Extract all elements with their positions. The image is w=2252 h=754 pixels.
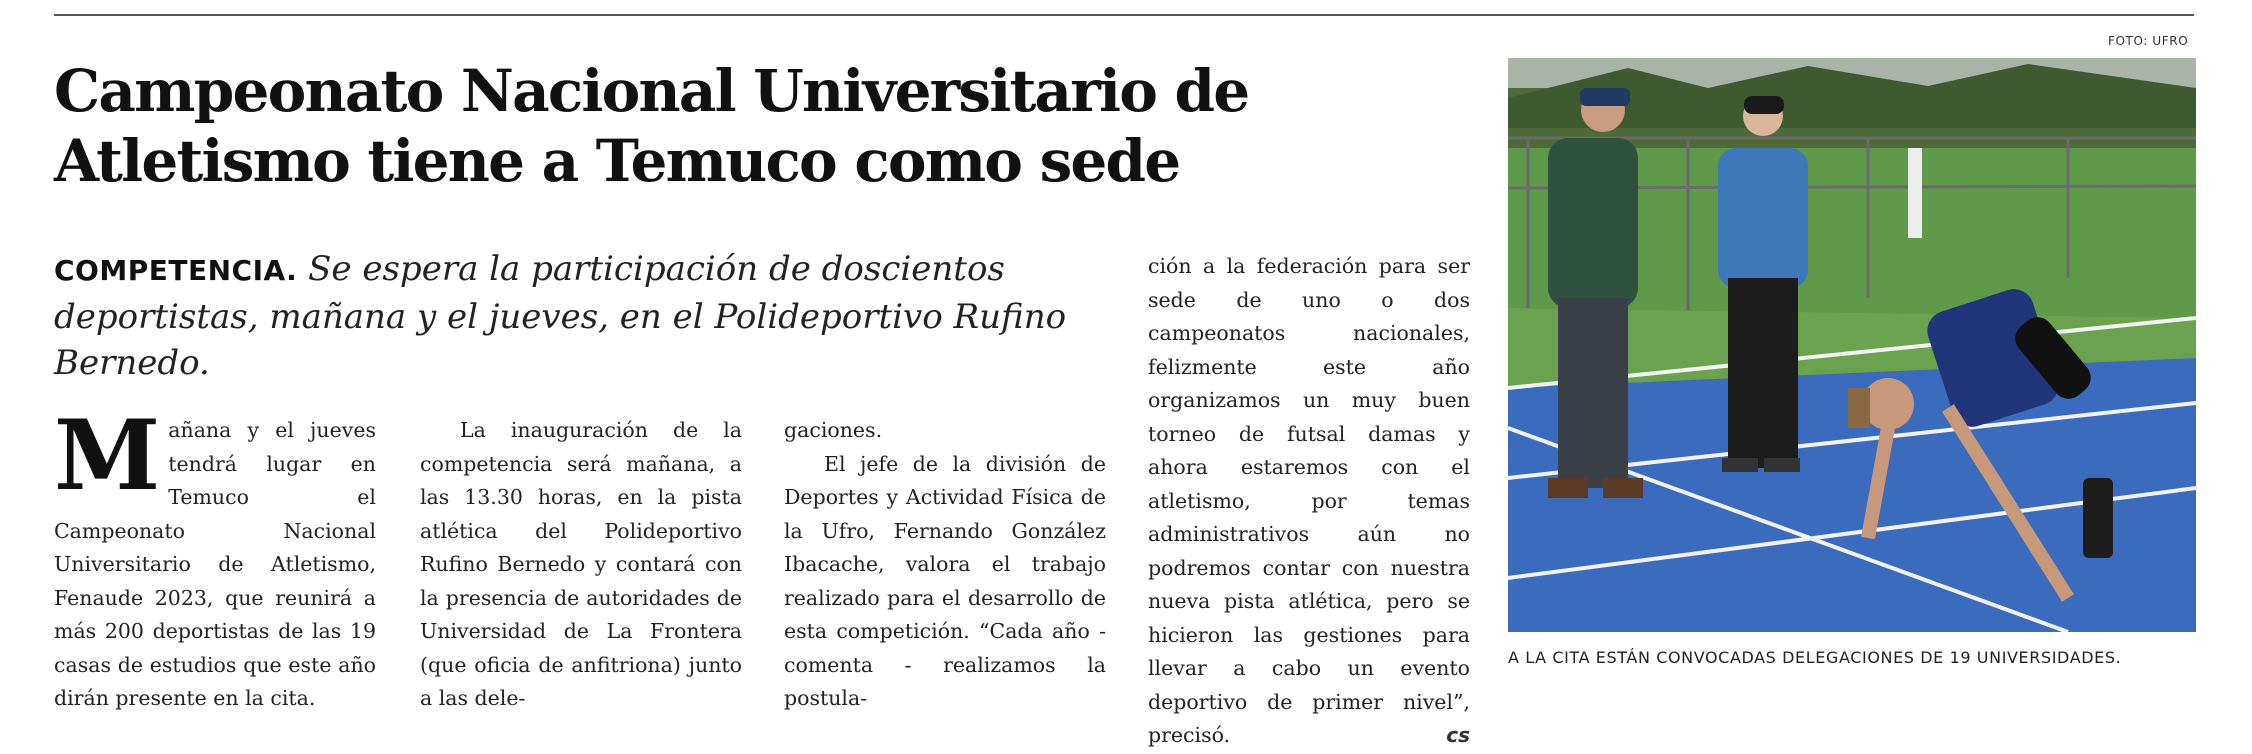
headline-line-1: Campeonato Nacional Universitario de	[54, 57, 1249, 125]
drop-cap: M	[54, 399, 161, 512]
body-column-4	[1148, 250, 1470, 753]
body-paragraph: añana y el jueves tendrá lugar en Temuco el Campeonato Nacional Universitario de Atletismo, Fenaude 2023, que reunirá a más 200 deportistas de las 19 casas de estudios que este año dirán presente en la cita.	[54, 418, 376, 710]
body-column-3	[784, 414, 1106, 716]
photo-credit: FOTO: UFRO	[2108, 34, 2189, 48]
headline-line-2: Atletismo tiene a Temuco como sede	[54, 127, 1180, 195]
deck: Se espera la participación de doscientos deportistas, mañana y el jueves, en el Polideportivo Rufino Bernedo.	[54, 249, 1067, 383]
body-paragraph: La inauguración de la competencia será mañana, a las 13.30 horas, en la pista atlética del Polideportivo Rufino Bernedo y contará con la presencia de autoridades de Universidad de La Frontera (que oficia de anfitriona) junto a las dele-	[420, 418, 742, 710]
body-column-2	[420, 414, 742, 716]
end-mark: cs	[1446, 723, 1470, 747]
body-text: ción a la federación para ser sede de uno o dos campeonatos nacionales, felizmente este año organizamos un muy buen torneo de futsal damas y ahora estaremos con el atletismo, por temas administrativos aún no podremos contar con nuestra nueva pista atlética, pero se hicieron las gestiones para llevar a cabo un evento deportivo de primer nivel”, precisó.	[1148, 254, 1470, 747]
top-rule	[54, 14, 2194, 16]
body-paragraph: gaciones.	[784, 418, 883, 442]
photo-caption: A LA CITA ESTÁN CONVOCADAS DELEGACIONES DE 19 UNIVERSIDADES.	[1508, 648, 2122, 667]
lead-paragraph	[54, 246, 1094, 386]
headline	[54, 56, 1474, 196]
body-paragraph: El jefe de la división de Deportes y Actividad Física de la Ufro, Fernando González Ibacache, valora el trabajo realizado para el desarrollo de esta competición. “Cada año - comenta - realizamos la postula-	[784, 451, 1106, 710]
track-photo-illustration	[1508, 58, 2196, 632]
body-column-1	[54, 399, 376, 716]
article-photo	[1508, 58, 2196, 632]
body-paragraph	[1148, 250, 1470, 753]
kicker: COMPETENCIA.	[54, 254, 298, 287]
